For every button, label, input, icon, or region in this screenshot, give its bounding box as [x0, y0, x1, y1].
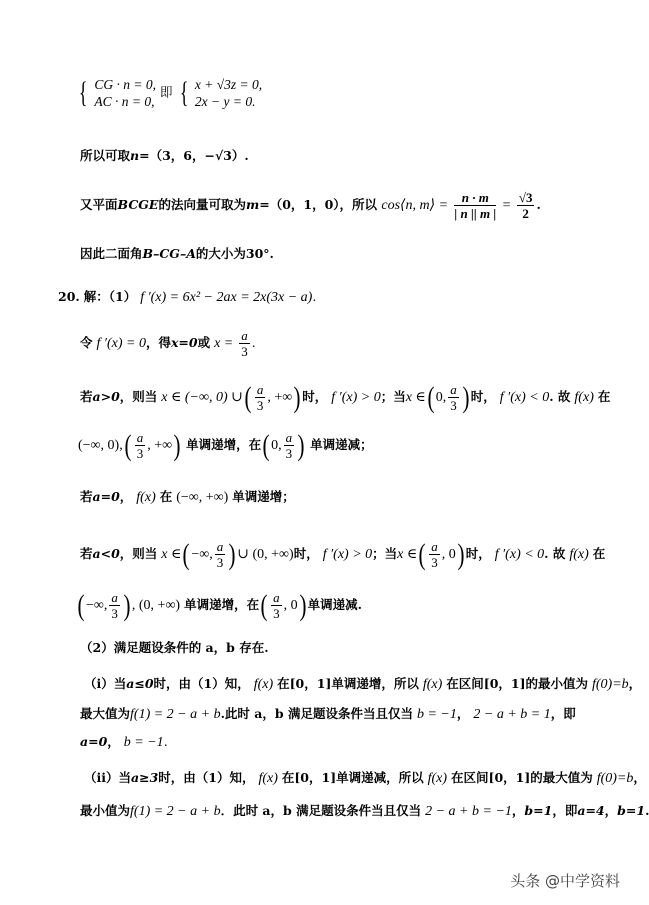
case-a-positive-line: 若a>0，则当 x ∈ (−∞, 0) ∪( $\frac{a}{3}$ , +∞) 时， f ′(x) > 0；当x ∈( 0, $\frac{a}{3}$ ) 时， f ′(x) < 0. 故 f(x) 在: [80, 380, 611, 414]
critical-points-line: 令 f ′(x) = 0，得x=0或 x = $\frac{a}{3}$ .: [80, 328, 256, 359]
eq-x-y: 2x − y = 0.: [194, 94, 256, 109]
case-ii-min-line: 最小值为f(1) = 2 − a + b．此时 a，b 满足题设条件当且仅当 2 − a + b = −1，b=1，即a=4，b=1: [80, 803, 646, 819]
system-right: [195, 76, 262, 110]
problem-20-header: 20. 解：（1） f ′(x) = 6x² − 2ax = 2x(3x − a).: [58, 289, 317, 305]
watermark-text: 头条 @中学资料: [510, 872, 620, 890]
case-i-line: （i）当a≤0时，由（1）知， f(x) 在[0，1]单调递增，所以 f(x) 在区间[0，1]的最小值为 f(0)=b，: [84, 676, 642, 692]
cosine-line: 又平面BCGE的法向量可取为m=（0，1，0），所以 cos⟨n, m⟩ = $\frac{n \cdot m}{| n || m |}$ = $\frac{√3}{2}$ .: [80, 190, 541, 221]
eq-ac-n: AC · n = 0,: [94, 94, 155, 109]
eq-cg-n: CG · n = 0,: [94, 77, 157, 92]
dihedral-angle-line: 因此二面角B–CG–A的大小为30°.: [80, 246, 274, 261]
case-i-max-line: 最大值为f(1) = 2 − a + b.此时 a，b 满足题设条件当且仅当 b = −1， 2 − a + b = 1，即: [80, 706, 576, 722]
case-ii-line: （ii）当a≥3时，由（1）知， f(x) 在[0，1]单调递减，所以 f(x) 在区间[0，1]的最大值为 f(0)=b，: [84, 770, 646, 786]
case-a-negative-monotonic-line: ( −∞, $\frac{a}{3}$ ) , (0, +∞) 单调递增，在( $\frac{a}{3}$ , 0) 单调递减.: [77, 588, 362, 622]
case-a-negative-line: 若a<0，则当 x ∈( −∞, $\frac{a}{3}$ ) ∪ (0, +∞)时， f ′(x) > 0；当x ∈( $\frac{a}{3}$ , 0) 时， f ′(x) < 0. 故 f(x) 在: [80, 537, 606, 571]
equation-system-line: { CG · n = 0, AC · n = 0, 即 { x + √3z = 0, 2x − y = 0.: [78, 76, 263, 109]
ji-text: 即: [160, 84, 173, 100]
derivative-formula: f ′(x) = 6x² − 2ax = 2x(3x − a): [140, 290, 313, 305]
normal-vector-n-line: 所以可取n=（3，6，−√3）.: [80, 148, 249, 163]
problem-number: 20.: [58, 289, 80, 304]
case-i-result-line: a=0， b = −1.: [80, 734, 168, 750]
eq-x-z: x + √3z = 0,: [194, 77, 263, 92]
case-a-positive-monotonic-line: (−∞, 0),( $\frac{a}{3}$ , +∞) 单调递增，在( 0, $\frac{a}{3}$ ) 单调递减；: [78, 428, 373, 462]
case-a-zero-line: 若a=0， f(x) 在 (−∞, +∞) 单调递增；: [80, 489, 295, 505]
sqrt3-over-2: $\frac{√3}{2}$: [518, 190, 533, 221]
cos-fraction: $\frac{n \cdot m}{| n || m |}$: [454, 190, 497, 221]
system-left: [94, 76, 156, 110]
cos-expression: cos⟨n, m⟩ =: [381, 198, 449, 213]
part-2-intro: （2）满足题设条件的 a，b 存在.: [80, 640, 269, 655]
